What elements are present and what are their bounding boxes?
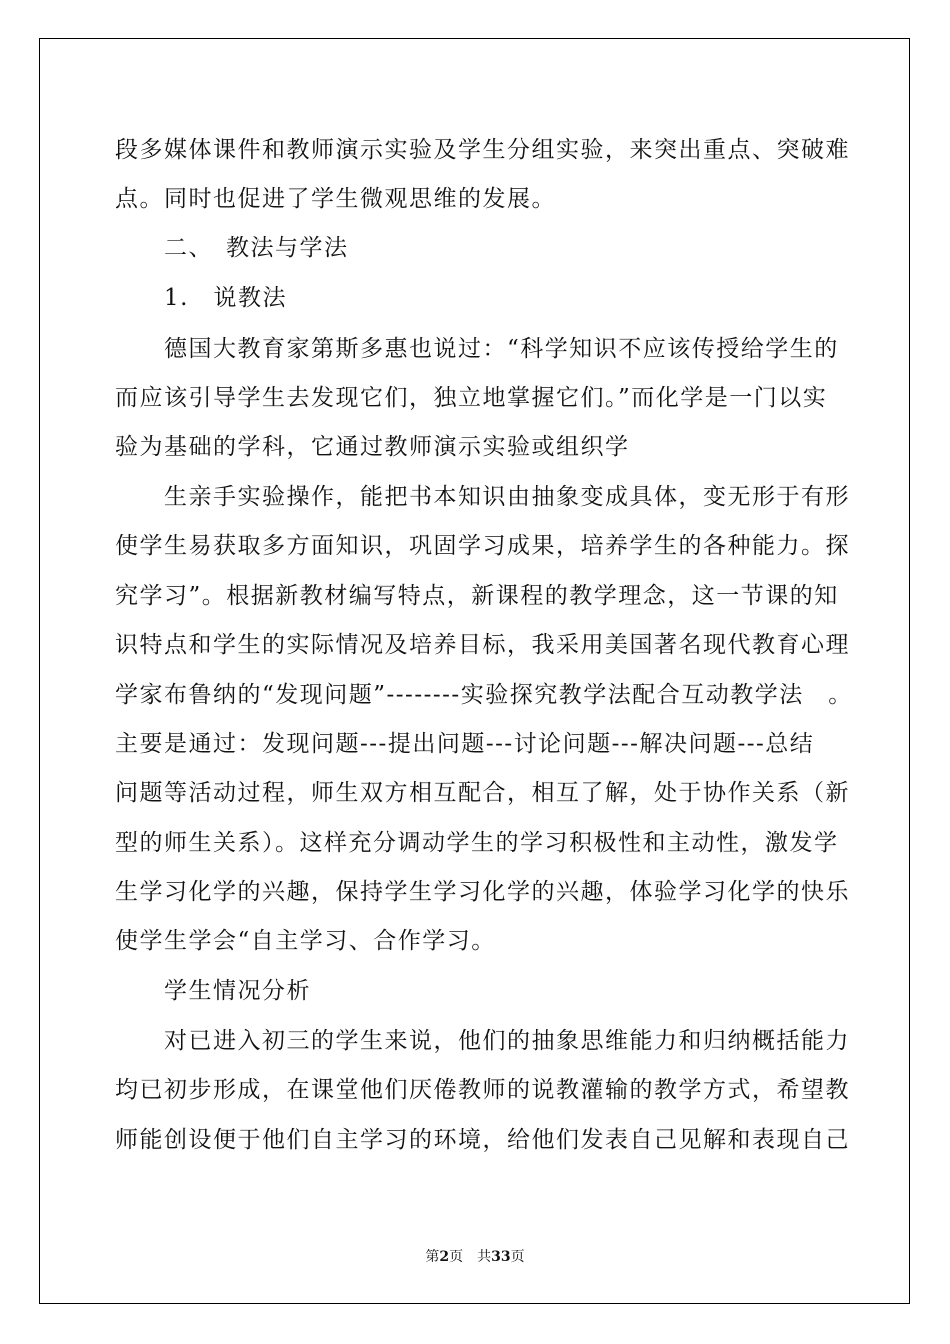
text-line: 德国大教育家第斯多惠也说过：“科学知识不应该传授给学生的 [115, 336, 839, 362]
page-footer [0, 1246, 950, 1266]
current-page-number: 2 [439, 1249, 450, 1265]
text-line: 对已进入初三的学生来说，他们的抽象思维能力和归纳概括能力 [115, 1028, 850, 1054]
text-line: 验为基础的学科，它通过教师演示实验或组织学 [115, 434, 630, 460]
text-line: 主要是通过：发现问题---提出问题---讨论问题---解决问题---总结 [115, 731, 815, 757]
footer-mid: 页 共 [449, 1249, 492, 1265]
total-page-count: 33 [491, 1249, 511, 1265]
text-line: 段多媒体课件和教师演示实验及学生分组实验，来突出重点、突破难 [115, 137, 850, 163]
text-line: 生学习化学的兴趣，保持学生学习化学的兴趣，体验学习化学的快乐 [115, 879, 850, 905]
section-heading: 二、 教法与学法 [115, 235, 349, 261]
text-line: 问题等活动过程，师生双方相互配合，相互了解，处于协作关系（新 [115, 780, 850, 806]
text-line: 识特点和学生的实际情况及培养目标，我采用美国著名现代教育心理 [115, 632, 850, 658]
text-line: 型的师生关系）。这样充分调动学生的学习积极性和主动性，激发学 [115, 830, 839, 856]
text-line: 生亲手实验操作，能把书本知识由抽象变成具体，变无形于有形 [115, 484, 850, 510]
text-line: 学家布鲁纳的“发现问题”--------实验探究教学法配合互动教学法 。 [115, 682, 853, 708]
text-line: 究学习”。根据新教材编写特点，新课程的教学理念，这一节课的知 [115, 583, 839, 609]
text-line: 使学生易获取多方面知识，巩固学习成果，培养学生的各种能力。探 [115, 533, 850, 559]
page-border [39, 38, 910, 1304]
subsection-heading: 1. 说教法 [115, 285, 287, 311]
section-heading: 学生情况分析 [115, 978, 311, 1004]
text-line: 使学生学会“自主学习、合作学习。 [115, 928, 496, 954]
footer-suffix: 页 [510, 1249, 525, 1265]
footer-prefix: 第 [425, 1249, 440, 1265]
text-line: 点。同时也促进了学生微观思维的发展。 [115, 186, 556, 212]
text-line: 均已初步形成，在课堂他们厌倦教师的说教灌输的教学方式，希望教 [115, 1077, 850, 1103]
text-line: 而应该引导学生去发现它们，独立地掌握它们。”而化学是一门以实 [115, 385, 828, 411]
text-line: 师能创设便于他们自主学习的环境，给他们发表自己见解和表现自己 [115, 1127, 850, 1153]
